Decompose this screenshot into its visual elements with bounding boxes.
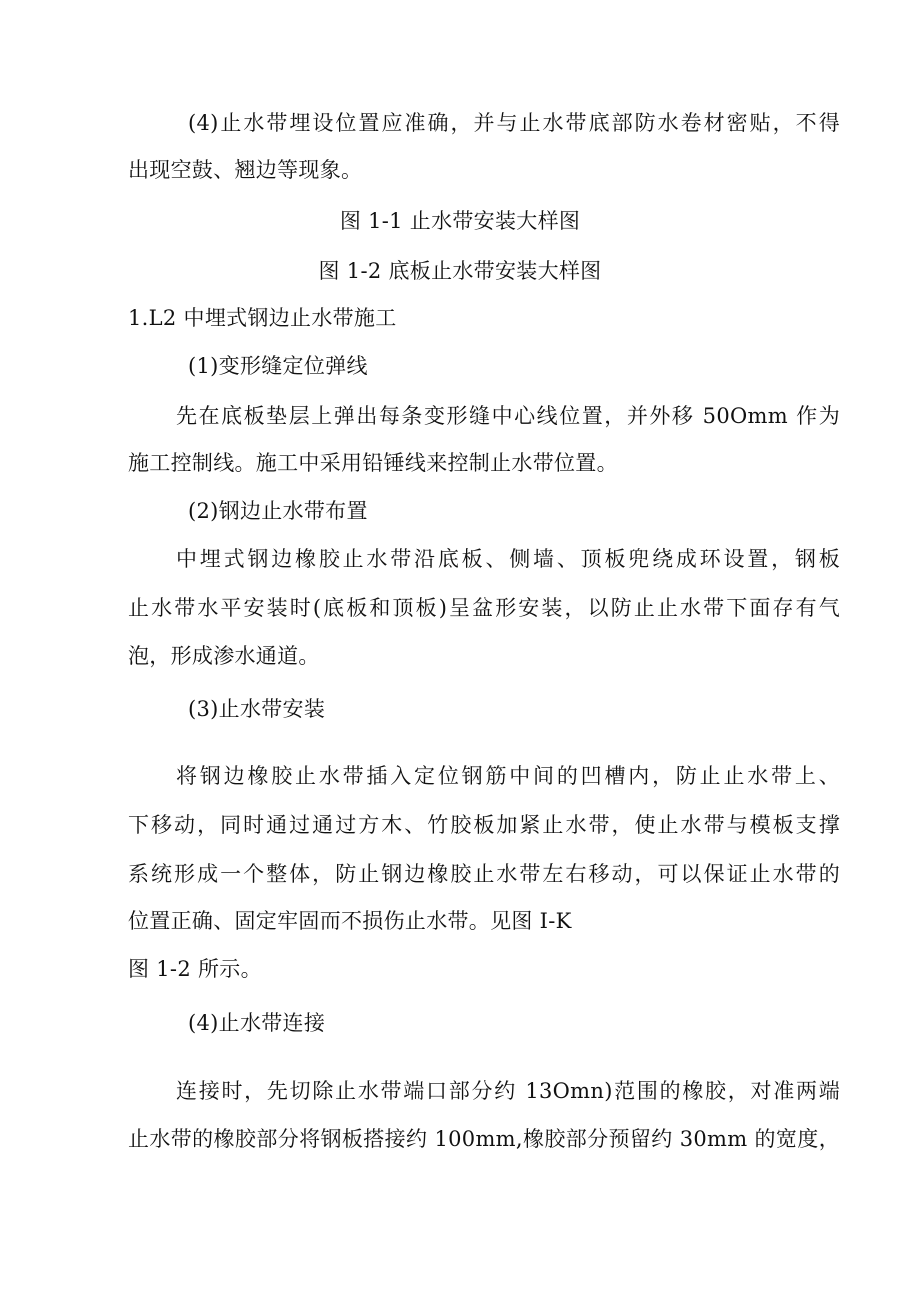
paragraph-line: (4)止水带埋设位置应准确，并与止水带底部防水卷材密贴，不得 xyxy=(188,111,840,135)
paragraph-line: 止水带的橡胶部分将钢板搭接约 100mm,橡胶部分预留约 30mm 的宽度， xyxy=(128,1127,840,1151)
paragraph-line: 先在底板垫层上弹出每条变形缝中心线位置，并外移 50Omm 作为 xyxy=(176,404,840,428)
figure-caption: 图 1-2 底板止水带安装大样图 xyxy=(318,259,602,283)
paragraph-line: 位置正确、固定牢固而不损伤止水带。见图 I-K xyxy=(128,909,572,933)
paragraph-line: 出现空鼓、翘边等现象。 xyxy=(128,158,363,182)
paragraph-line: 图 1-2 所示。 xyxy=(128,957,262,981)
section-heading: 1.L2 中埋式钢边止水带施工 xyxy=(128,306,397,330)
subsection-heading: (4)止水带连接 xyxy=(188,1011,326,1035)
paragraph-line: 泡，形成渗水通道。 xyxy=(128,644,320,668)
subsection-heading: (3)止水带安装 xyxy=(188,697,326,721)
subsection-heading: (2)钢边止水带布置 xyxy=(188,499,368,523)
paragraph-line: 连接时，先切除止水带端口部分约 13Omn)范围的橡胶，对准两端 xyxy=(176,1079,840,1103)
paragraph-line: 下移动，同时通过通过方木、竹胶板加紧止水带，使止水带与模板支撑 xyxy=(128,813,840,837)
paragraph-line: 施工控制线。施工中采用铅锤线来控制止水带位置。 xyxy=(128,451,618,475)
figure-caption: 图 1-1 止水带安装大样图 xyxy=(339,209,581,233)
paragraph-line: 止水带水平安装时(底板和顶板)呈盆形安装，以防止止水带下面存有气 xyxy=(128,596,840,620)
paragraph-line: 中埋式钢边橡胶止水带沿底板、侧墙、顶板兜绕成环设置，钢板 xyxy=(176,547,840,571)
paragraph-line: 系统形成一个整体，防止钢边橡胶止水带左右移动，可以保证止水带的 xyxy=(128,862,840,886)
subsection-heading: (1)变形缝定位弹线 xyxy=(188,354,368,378)
paragraph-line: 将钢边橡胶止水带插入定位钢筋中间的凹槽内，防止止水带上、 xyxy=(176,764,840,788)
